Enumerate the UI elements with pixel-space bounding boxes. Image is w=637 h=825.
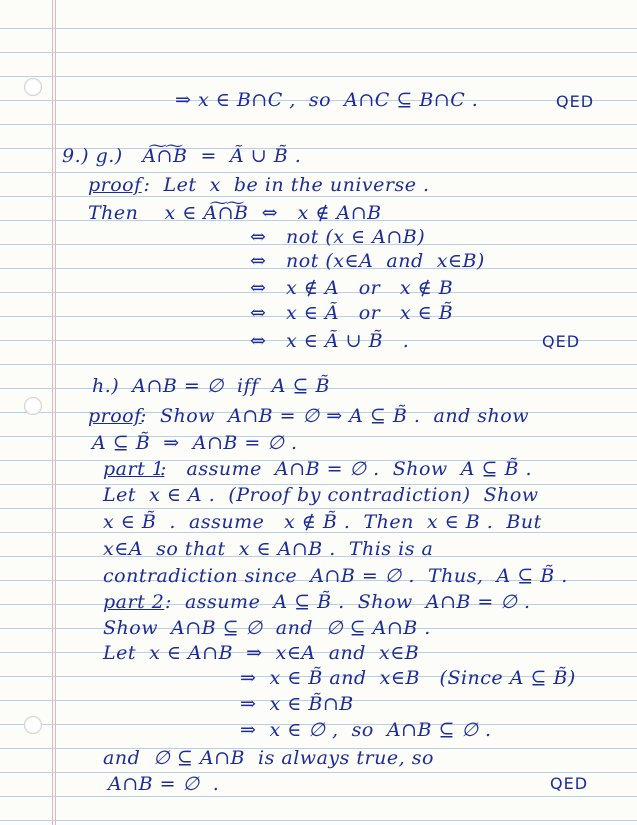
proof-line: ⇒ x ∈ B̃∩B bbox=[240, 693, 354, 715]
proof-line: Show A∩B ⊆ ∅ and ∅ ⊆ A∩B . bbox=[103, 617, 431, 639]
binder-hole-top bbox=[24, 78, 42, 96]
proof-line: ⇒ x ∈ B∩C , so A∩C ⊆ B∩C . bbox=[175, 89, 479, 111]
qed-mark: QED bbox=[550, 774, 589, 793]
proof-line: x ∈ B̃ . assume x ∉ B̃ . Then x ∈ B . But bbox=[103, 511, 542, 533]
proof-line: ⇔ x ∈ Ã ∪ B̃ . bbox=[250, 330, 410, 352]
proof-line: contradiction since A∩B = ∅ . Thus, A ⊆ B̃ . bbox=[103, 565, 568, 587]
proof-line: x∈A so that x ∈ A∩B . This is a bbox=[103, 538, 434, 560]
proof-label: proof bbox=[88, 405, 142, 427]
proof-line: Let x ∈ A∩B ⇒ x∈A and x∈B bbox=[103, 642, 420, 664]
proof-label: proof bbox=[88, 174, 142, 196]
proof-line: : assume A∩B = ∅ . Show A ⊆ B̃ . bbox=[160, 458, 533, 480]
part-label: part 1 bbox=[103, 458, 165, 480]
proof-line: ⇒ x ∈ ∅ , so A∩B ⊆ ∅ . bbox=[240, 719, 492, 741]
proof-line: ⇔ x ∈ Ã or x ∈ B̃ bbox=[250, 302, 454, 324]
problem-heading: h.) A∩B = ∅ iff A ⊆ B̃ bbox=[92, 375, 330, 397]
proof-line: A∩B = ∅ . bbox=[108, 773, 220, 795]
proof-line: and ∅ ⊆ A∩B is always true, so bbox=[103, 747, 434, 769]
proof-line: ⇔ not (x ∈ A∩B) bbox=[250, 226, 426, 248]
problem-heading: 9.) g.) A͠∩͠B = Ã ∪ B̃ . bbox=[62, 145, 302, 167]
margin-line bbox=[55, 0, 56, 825]
margin-line bbox=[52, 0, 53, 825]
proof-line: Let x ∈ A . (Proof by contradiction) Show bbox=[103, 484, 539, 506]
proof-line: ⇒ x ∈ B̃ and x∈B (Since A ⊆ B̃) bbox=[240, 667, 576, 689]
proof-line: ⇔ x ∉ A or x ∉ B bbox=[250, 277, 454, 299]
qed-mark: QED bbox=[556, 92, 595, 111]
binder-hole-middle bbox=[24, 397, 42, 415]
qed-mark: QED bbox=[542, 332, 581, 351]
proof-line: : Show A∩B = ∅ ⇒ A ⊆ B̃ . and show bbox=[140, 405, 529, 427]
proof-line: A ⊆ B̃ ⇒ A∩B = ∅ . bbox=[92, 432, 298, 454]
proof-line: : assume A ⊆ B̃ . Show A∩B = ∅ . bbox=[165, 591, 531, 613]
proof-line: : Let x be in the universe . bbox=[137, 174, 430, 196]
part-label: part 2 bbox=[103, 591, 165, 613]
binder-hole-bottom bbox=[24, 716, 42, 734]
proof-line: ⇔ not (x∈A and x∈B) bbox=[250, 250, 485, 272]
proof-line: Then x ∈ A͠∩͠B ⇔ x ∉ A∩B bbox=[88, 202, 382, 224]
